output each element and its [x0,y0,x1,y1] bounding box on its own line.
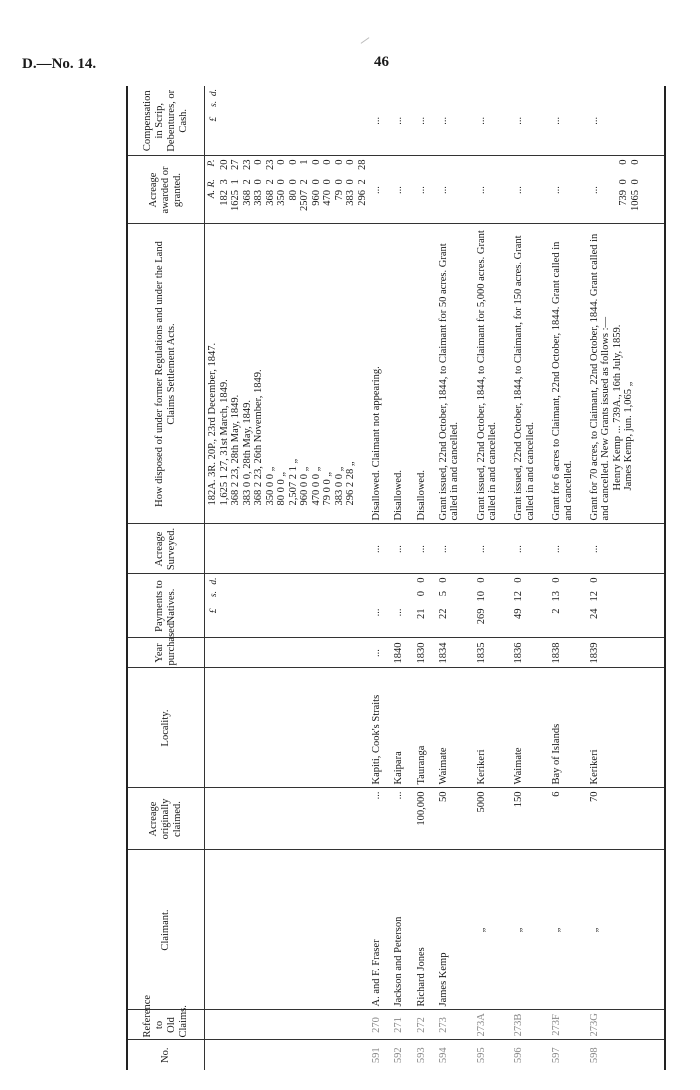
row-disposed [548,224,586,524]
row-surveyed: ... [548,524,586,574]
disposed-text: Grant issued, 22nd October, 1844, to Claimant for 50 acres. Grant called in and cancelled. [437,243,461,521]
row-ref: 271 [390,1010,412,1040]
table-row [413,86,435,1070]
row-no: 594 [437,1047,449,1064]
row-payments: 21 0 0 [413,574,435,638]
top-disposed-line: 368 2 23, 26th November, 1849. [253,369,264,506]
col-compensation: Compensation in Scrip, Debentures, or Cash. [127,86,205,156]
row-surveyed: ... [413,524,435,574]
row-disposed [510,224,548,524]
awarded-line: 383 0 0 [345,159,356,206]
acre-unit-label: A. [207,190,217,199]
comp-money-units: £ s. d. [205,86,369,156]
row-year: ... [368,638,390,668]
row-disposed [368,224,390,524]
awarded-line: 80 0 0 [287,159,299,201]
row-compensation: ... [435,86,473,156]
row-acreage: ... [390,788,412,850]
row-compensation: ... [390,86,412,156]
disposed-text: Disallowed. [393,470,405,521]
top-disposed-line: 960 0 0 „ [299,466,310,506]
row-acreage: ... [368,788,390,850]
row-year: 1836 [510,638,548,668]
row-payments: ... [368,574,390,638]
top-disposed-line: 2,507 2 1 „ [287,458,299,506]
row-year: 1838 [548,638,586,668]
col-locality: Locality. [127,668,205,788]
top-disposed-line: 470 0 0 „ [310,466,322,506]
row-ref: 273F [548,1010,586,1040]
row-surveyed: ... [586,524,665,574]
row-claimant: „ [473,850,511,1010]
row-claimant: „ [510,850,548,1010]
col-acreage-claimed: Acreage originally claimed. [127,788,205,850]
row-ref: 273A [473,1010,511,1040]
row-ref: 272 [413,1010,435,1040]
row-year: 1834 [435,638,473,668]
header-row [127,86,205,1070]
awarded-line: 960 0 0 [310,159,322,206]
disposed-text: Disallowed. [415,470,427,521]
top-disposed-line: 383 0 0, 28th May, 1849. [241,400,253,506]
top-disposed-line: 296 2 28 „ [345,461,356,506]
table-row [586,86,665,1070]
row-disposed [473,224,511,524]
units-row [205,86,369,1070]
row-claimant: A. and F. Fraser [368,850,390,1010]
pen-mark [361,37,370,44]
row-no: 595 [475,1047,487,1064]
row-awarded: ... [413,156,435,224]
disposed-text: Grant for 6 acres to Claimant, 22nd October, 1844. Grant called in and cancelled. [551,241,574,521]
awarded-line: 350 0 0 [276,159,287,206]
col-disposed: How disposed of under former Regulations and under the Land Claims Settlement Acts. [127,224,205,524]
col-awarded: Acreage awarded or granted. [127,156,205,224]
row-no: 591 [371,1047,382,1064]
awarded-line: 79 0 0 [333,159,345,201]
row-ref: 270 [368,1010,390,1040]
col-claimant: Claimant. [127,850,205,1010]
document-code: D.—No. 14. [22,56,97,72]
top-disposed-line: 368 2 23, 28th May, 1849. [230,394,241,506]
row-locality: Kerikeri [473,668,511,788]
row-disposed [413,224,435,524]
awarded-line: 383 0 0 [253,159,264,206]
row-disposed [435,224,473,524]
acre-units-block [205,156,369,224]
row-locality: Waimate [510,668,548,788]
row-awarded: ... 739 0 0 1065 0 0 [586,156,665,224]
disposed-text: Grant for 70 acres, to Claimant, 22nd October, 1844. Grant called in and cancelled. New Grants issued as follows :— [588,233,612,521]
new-grant-line: Henry Kemp ... 739A., 16th July, 1859. [611,324,623,491]
acre-unit-label: R. [207,179,217,188]
row-compensation: ... [368,86,390,156]
row-ref: 273G [586,1010,665,1040]
row-surveyed: ... [390,524,412,574]
row-acreage: 5000 [473,788,511,850]
row-acreage: 70 [586,788,665,850]
awarded-line: 1625 1 27 [230,159,241,211]
row-acreage: 100,000 [413,788,435,850]
row-locality: Kaipara [390,668,412,788]
row-compensation: ... [510,86,548,156]
row-disposed [586,224,665,524]
disposed-text: Disallowed. Claimant not appearing. [371,366,382,521]
row-payments: ... [390,574,412,638]
row-disposed [390,224,412,524]
land-claims-table [126,86,666,1070]
row-locality: Bay of Islands [548,668,586,788]
col-no: No. [127,1040,205,1070]
row-awarded: ... [473,156,511,224]
row-ref: 273 [435,1010,473,1040]
awarded-line: 296 2 28 [356,159,368,206]
row-compensation: ... [473,86,511,156]
new-grant-line: James Kemp, jun. 1,065 „ [623,381,635,491]
awarded-line: 368 2 23 [241,159,253,206]
row-claimant: „ [548,850,586,1010]
row-locality: Kapiti, Cook's Straits [368,668,390,788]
row-year: 1830 [413,638,435,668]
row-awarded: ... [435,156,473,224]
top-disposed-line: 79 0 0 „ [322,471,333,506]
row-compensation: ... [413,86,435,156]
row-no: 598 [586,1040,665,1070]
top-disposed-line: 80 0 0 „ [276,471,287,506]
top-disposed-line: 383 0 0 „ [333,466,345,506]
awarded-line: 368 2 23 [264,159,276,206]
money-units: £ s. d. [205,574,369,638]
row-year: 1840 [390,638,412,668]
row-surveyed: ... [368,524,390,574]
row-payments: 24 12 0 [586,574,665,638]
awarded-line: 470 0 0 [322,159,333,206]
top-disposed-line: 350 0 0 „ [264,466,276,506]
row-locality: Tauranga [413,668,435,788]
row-payments: 2 13 0 [548,574,586,638]
row-acreage: 50 [435,788,473,850]
row-awarded: ... [390,156,412,224]
acre-unit-label: P. [207,159,217,167]
row-payments: 269 10 0 [473,574,511,638]
page-number: 46 [374,54,389,70]
row-awarded: ... [368,156,390,224]
row-surveyed: ... [510,524,548,574]
table-row [510,86,548,1070]
disposed-text: Grant issued, 22nd October, 1844, to Claimant, for 150 acres. Grant called in and cancelled. [513,235,536,521]
row-surveyed: ... [473,524,511,574]
col-ref: Reference to Old Claims. [127,1010,205,1040]
top-disposed-line: 182A. 3R. 20P., 23rd December, 1847. [207,342,218,506]
row-no: 596 [513,1047,525,1064]
disposed-text: Grant issued, 22nd October, 1844, to Claimant for 5,000 acres. Grant called in and cancelled. [475,230,499,521]
row-no: 592 [393,1047,405,1064]
col-payments: Payments to Natives. [127,574,205,638]
row-claimant: James Kemp [435,850,473,1010]
row-no: 593 [415,1047,427,1064]
row-locality: Kerikeri [586,668,665,788]
col-year: Year purchased. [127,638,205,668]
row-payments: 22 5 0 [435,574,473,638]
row-acreage: 6 [548,788,586,850]
table-row [473,86,511,1070]
table-row [368,86,390,1070]
table-row [435,86,473,1070]
row-acreage: 150 [510,788,548,850]
row-compensation: ... [586,86,665,156]
new-grant-acreage: 739 0 0 [618,159,630,206]
row-no: 597 [551,1047,563,1064]
awarded-line: 182 3 20 [218,159,230,206]
new-grant-acreage: 1065 0 0 [629,159,641,211]
row-payments: 49 12 0 [510,574,548,638]
row-claimant: „ [586,850,665,1010]
row-year: 1839 [586,638,665,668]
rotated-table-container [126,86,666,1070]
row-claimant: Richard Jones [413,850,435,1010]
table-row [548,86,586,1070]
top-disposed-block [205,224,369,524]
top-disposed-line: 1,625 1 27, 31st March, 1849. [218,379,230,506]
row-ref: 273B [510,1010,548,1040]
row-awarded: ... [548,156,586,224]
row-compensation: ... [548,86,586,156]
row-surveyed: ... [435,524,473,574]
col-surveyed: Acreage Surveyed. [127,524,205,574]
table-row [390,86,412,1070]
row-locality: Waimate [435,668,473,788]
row-claimant: Jackson and Peterson [390,850,412,1010]
row-awarded: ... [510,156,548,224]
awarded-line: 2507 2 1 [299,159,310,211]
row-year: 1835 [473,638,511,668]
